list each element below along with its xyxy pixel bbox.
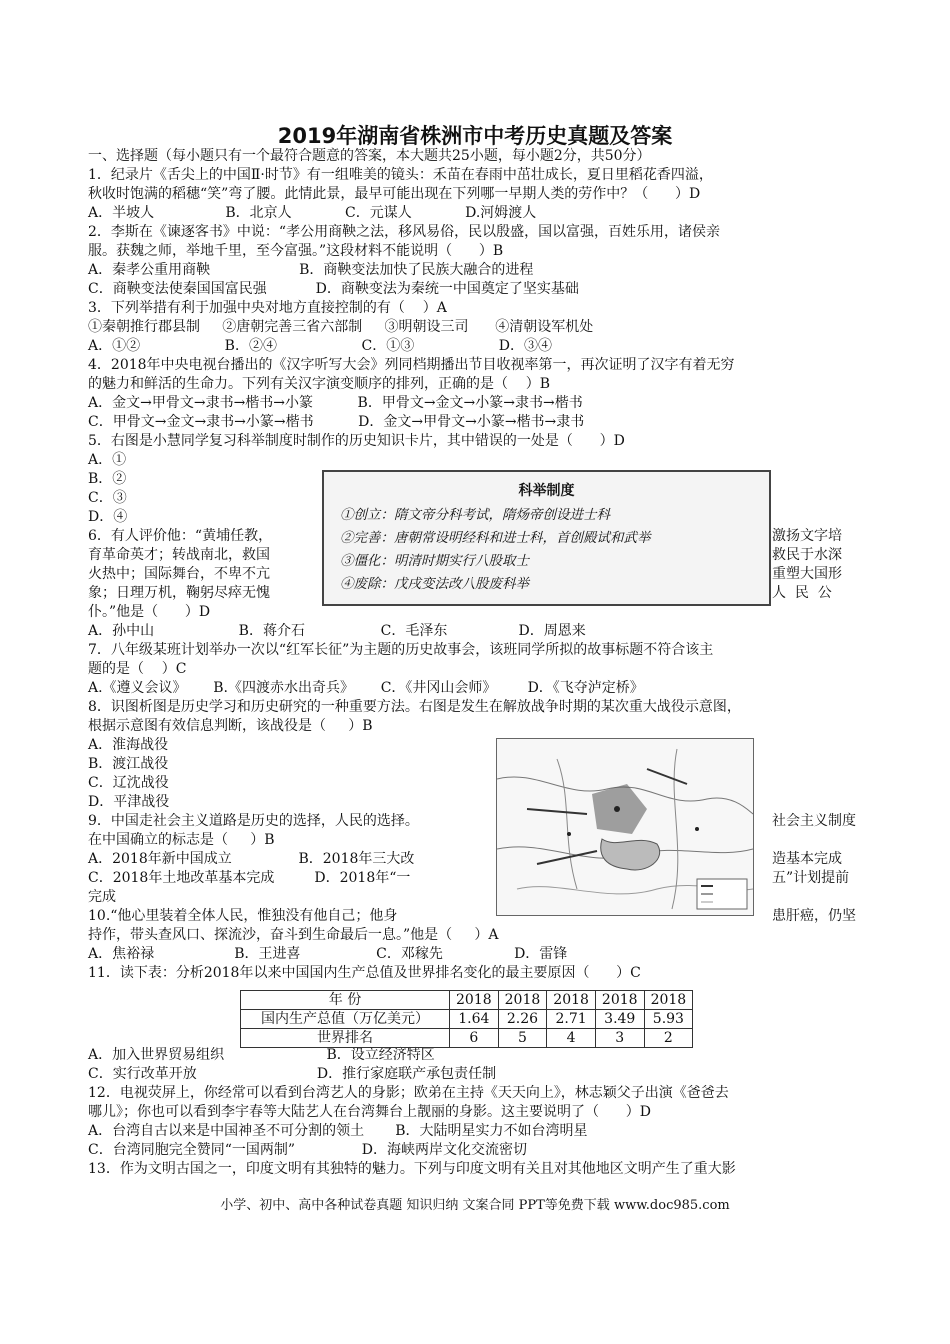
gdp-table <box>240 990 693 1048</box>
table-header-gdp: 国内生产总值（万亿美元） <box>241 1010 450 1029</box>
text-line: 1．纪录片《舌尖上的中国Ⅱ·时节》有一组唯美的镜头：禾苗在春雨中茁壮成长，夏日里稻花香四溢， <box>88 167 713 183</box>
text-line: 在中国确立的标志是（ ）B <box>88 832 275 848</box>
text-line: D．平津战役 <box>88 794 170 810</box>
text-line-right: 五”计划提前 <box>772 870 850 886</box>
table-header-rank: 世界排名 <box>241 1029 450 1048</box>
table-row <box>241 1029 693 1048</box>
text-line-right: 激扬文字培 <box>772 528 842 544</box>
text-line: 持作，带头查风口、探流沙，奋斗到生命最后一息。”他是（ ）A <box>88 927 499 943</box>
text-line: A．①② B．②④ C．①③ D．③④ <box>88 338 552 354</box>
text-line: A．秦孝公重用商鞅 B．商鞅变法加快了民族大融合的进程 <box>88 262 534 278</box>
text-line: A．淮海战役 <box>88 737 169 753</box>
table-cell: 2018 <box>595 991 644 1010</box>
text-line: 11．读下表：分析2018年以来中国国内生产总值及世界排名变化的最主要原因（ ）C <box>88 965 641 981</box>
table-cell: 2018 <box>547 991 596 1010</box>
table-cell: 2018 <box>498 991 547 1010</box>
text-line: A．焦裕禄 B．王进喜 C．邓稼先 D．雷锋 <box>88 946 568 962</box>
text-line: 12．电视荧屏上，你经常可以看到台湾艺人的身影；欧弟在主持《天天向上》，林志颖父子出演《爸爸去 <box>88 1085 729 1101</box>
text-line: C．台湾同胞完全赞同“一国两制” D．海峡两岸文化交流密切 <box>88 1142 528 1158</box>
text-line: 9．中国走社会主义道路是历史的选择，人民的选择。 <box>88 813 419 829</box>
text-line: 3．下列举措有利于加强中央对地方直接控制的有（ ）A <box>88 300 447 316</box>
text-line: 题的是（ ）C <box>88 661 187 677</box>
text-line: 哪儿》；你也可以看到李宇春等大陆艺人在台湾舞台上靓丽的身影。这主要说明了（ ）D <box>88 1104 651 1120</box>
text-line: 根据示意图有效信息判断，该战役是（ ）B <box>88 718 373 734</box>
table-cell: 1.64 <box>450 1010 499 1029</box>
text-line: A．台湾自古以来是中国神圣不可分割的领土 B．大陆明星实力不如台湾明星 <box>88 1123 588 1139</box>
table-cell: 3.49 <box>595 1010 644 1029</box>
card-item-2: ②完善：唐朝常设明经科和进士科，首创殿试和武举 <box>340 530 651 546</box>
text-line: 13．作为文明古国之一，印度文明有其独特的魅力。下列与印度文明有关且对其他地区文明产生了重大影 <box>88 1161 736 1177</box>
text-line: 育革命英才；转战南北，救国 <box>88 547 270 563</box>
text-line: C．辽沈战役 <box>88 775 169 791</box>
text-line: A．① <box>88 452 127 468</box>
text-line: 2．李斯在《谏逐客书》中说：“孝公用商鞅之法，移风易俗，民以殷盛，国以富强，百姓乐用，诸侯亲 <box>88 224 721 240</box>
table-row <box>241 1010 693 1029</box>
table-row <box>241 991 693 1010</box>
table-cell: 2 <box>644 1029 693 1048</box>
text-line: 火热中；国际舞台，不卑不亢 <box>88 566 270 582</box>
text-line: A．金文→甲骨文→隶书→楷书→小篆 B．甲骨文→金文→小篆→隶书→楷书 <box>88 395 583 411</box>
text-line: C．甲骨文→金文→隶书→小篆→楷书 D．金文→甲骨文→小篆→楷书→隶书 <box>88 414 585 430</box>
card-item-4: ④废除：戊戌变法改八股废科举 <box>340 576 529 592</box>
text-line: 完成 <box>88 889 116 905</box>
text-line-right: 造基本完成 <box>772 851 842 867</box>
text-line: 服。获魏之师，举地千里，至今富强。”这段材料不能说明（ ）B <box>88 243 504 259</box>
text-line: 一、选择题（每小题只有一个最符合题意的答案，本大题共25小题，每小题2分，共50分） <box>88 148 651 164</box>
table-cell: 5.93 <box>644 1010 693 1029</box>
battle-map-image <box>496 738 754 916</box>
text-line: C．③ <box>88 490 127 506</box>
text-line: C．2018年土地改革基本完成 D．2018年“一 <box>88 870 411 886</box>
card-title: 科举制度 <box>518 483 575 499</box>
text-line: D．④ <box>88 509 128 525</box>
table-cell: 4 <box>547 1029 596 1048</box>
text-line-right: 救民于水深 <box>772 547 842 563</box>
page-title: 2019年湖南省株洲市中考历史真题及答案 <box>277 124 673 148</box>
text-line-right: 重塑大国形 <box>772 566 842 582</box>
table-cell: 6 <box>450 1029 499 1048</box>
card-item-3: ③僵化：明清时期实行八股取士 <box>340 553 529 569</box>
text-line: 8．识图析图是历史学习和历史研究的一种重要方法。右图是发生在解放战争时期的某次重大战役示意图， <box>88 699 741 715</box>
text-line: 仆。”他是（ ）D <box>88 604 211 620</box>
table-cell: 2018 <box>644 991 693 1010</box>
text-line: 的魅力和鲜活的生命力。下列有关汉字演变顺序的排列，正确的是（ ）B <box>88 376 551 392</box>
text-line: 5．右图是小慧同学复习科举制度时制作的历史知识卡片，其中错误的一处是（ ）D <box>88 433 625 449</box>
text-line: A．2018年新中国成立 B．2018年三大改 <box>88 851 415 867</box>
text-line: A．半坡人 B．北京人 C．元谋人 D.河姆渡人 <box>88 205 537 221</box>
text-line: B．渡江战役 <box>88 756 169 772</box>
table-cell: 2018 <box>450 991 499 1010</box>
table-cell: 2.26 <box>498 1010 547 1029</box>
table-header-year: 年 份 <box>241 991 450 1010</box>
keju-knowledge-card <box>322 470 771 606</box>
text-line-right: 患肝癌，仍坚 <box>772 908 856 924</box>
text-line: C．实行改革开放 D．推行家庭联产承包责任制 <box>88 1066 497 1082</box>
text-line: C．商鞅变法使秦国国富民强 D．商鞅变法为秦统一中国奠定了坚实基础 <box>88 281 579 297</box>
text-line: 7．八年级某班计划举办一次以“红军长征”为主题的历史故事会，该班同学所拟的故事标题不符合该主 <box>88 642 714 658</box>
text-line: 象；日理万机，鞠躬尽瘁无愧 <box>88 585 270 601</box>
text-line: B．② <box>88 471 127 487</box>
footer-text: 小学、初中、高中各种试卷真题 知识归纳 文案合同 PPT等免费下载 www.doc985.com <box>220 1198 730 1213</box>
text-line-right: 人 民 公 <box>772 585 832 601</box>
text-line: A．孙中山 B．蒋介石 C．毛泽东 D．周恩来 <box>88 623 586 639</box>
table-cell: 5 <box>498 1029 547 1048</box>
text-line: A．加入世界贸易组织 B．设立经济特区 <box>88 1047 435 1063</box>
text-line: 4．2018年中央电视台播出的《汉字听写大会》列同档期播出节目收视率第一，再次证明了汉字有着无穷 <box>88 357 735 373</box>
text-line: 6．有人评价他：“黄埔任教， <box>88 528 273 544</box>
table-cell: 3 <box>595 1029 644 1048</box>
text-line: A.《遵义会议》 B.《四渡赤水出奇兵》 C．《井冈山会师》 D．《飞夺泸定桥》 <box>88 680 644 696</box>
text-line: 10.“他心里装着全体人民，惟独没有他自己；他身 <box>88 908 398 924</box>
text-line: ①秦朝推行郡县制 ②唐朝完善三省六部制 ③明朝设三司 ④清朝设军机处 <box>88 319 594 335</box>
card-item-1: ①创立：隋文帝分科考试，隋炀帝创设进士科 <box>340 507 610 523</box>
text-line: 秋收时饱满的稻穗“笑”弯了腰。此情此景，最早可能出现在下列哪一早期人类的劳作中？（ ）D <box>88 186 701 202</box>
table-cell: 2.71 <box>547 1010 596 1029</box>
text-line-right: 社会主义制度 <box>772 813 856 829</box>
